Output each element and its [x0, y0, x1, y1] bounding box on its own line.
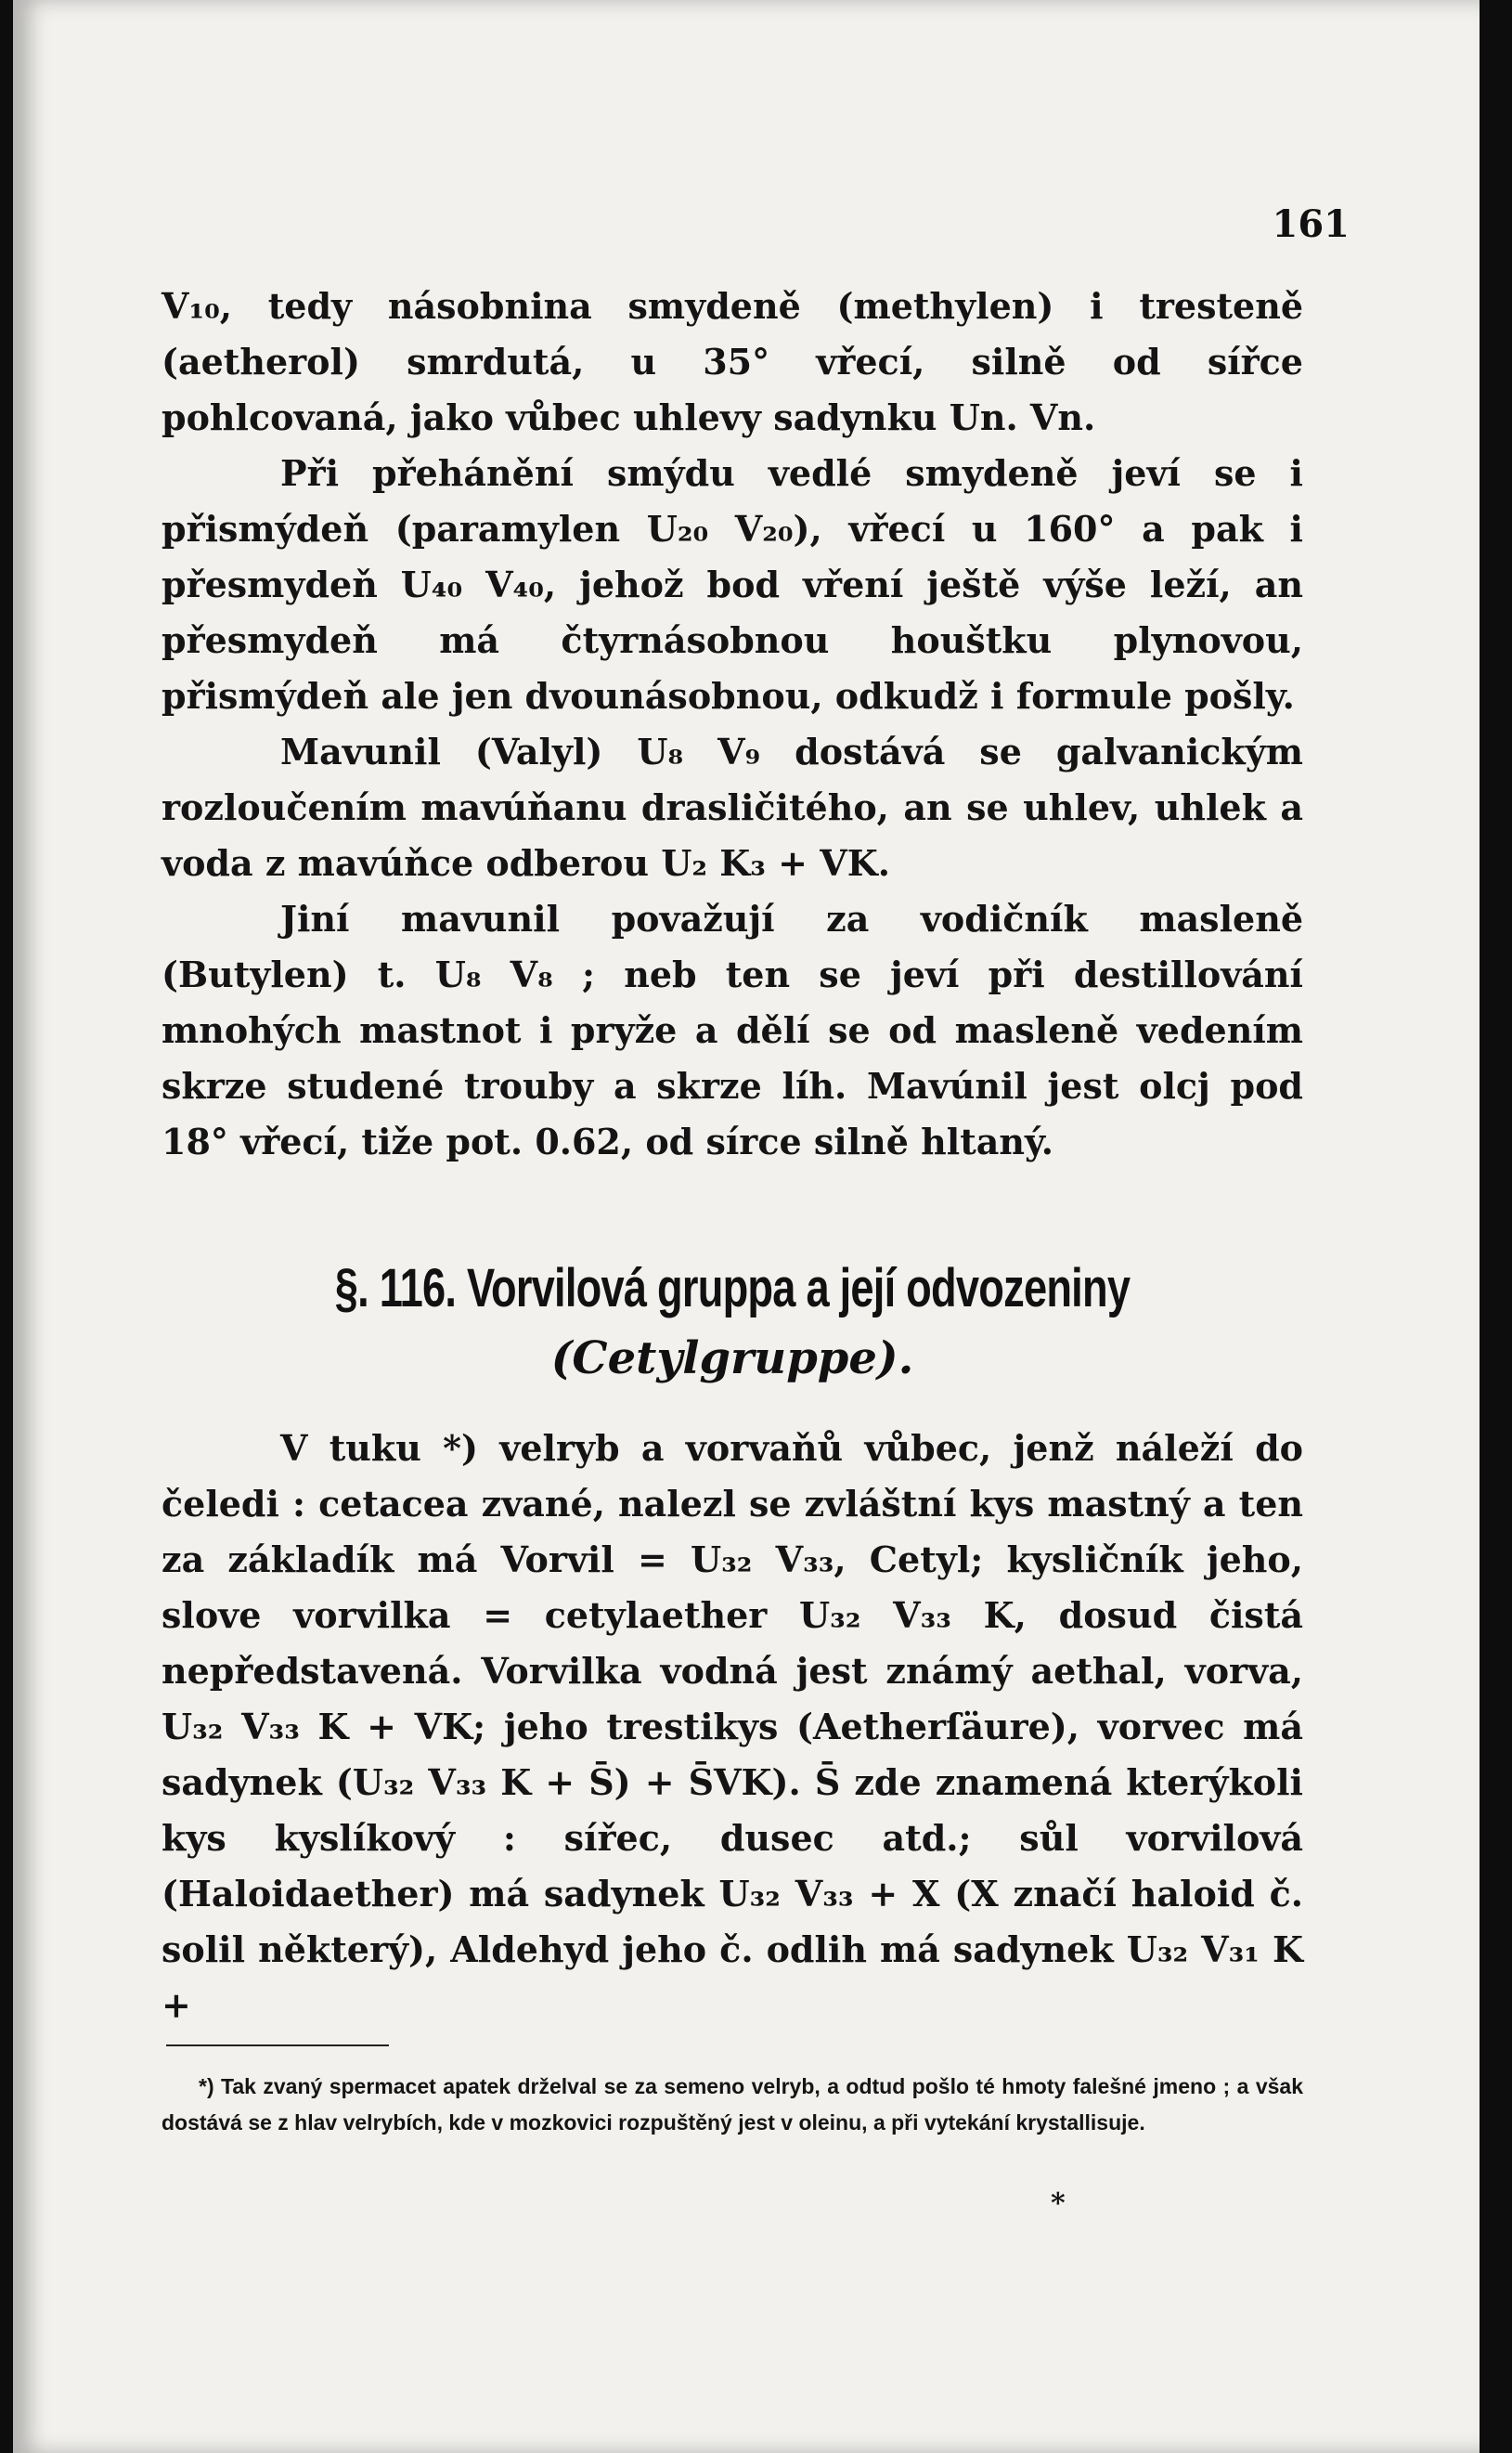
body-text-top [162, 279, 1303, 1170]
paragraph: Jiní mavunil považují za vodičník masleně (Butylen) t. U₈ V₈ ; neb ten se jeví při destillování mnohých mastnot i pryže a dělí se od masleně vedením skrze studené trouby a skrze líh. Mavúnil jest olcj pod 18° vřecí, tiže pot. 0.62, od sírce silně hltaný. [162, 898, 1303, 1162]
body-text-bottom [162, 1421, 1303, 2033]
paragraph: V tuku *) velryb a vorvaňů vůbec, jenž náleží do čeledi : cetacea zvané, nalezl se zvláštní kys mastný a ten za základík má Vorvil = U₃₂ V₃₃, Cetyl; kysličník jeho, slove vorvilka = cetylaether U₃₂ V₃₃ K, dosud čistá nepředstavená. Vorvilka vodná jest známý aethal, vorva, U₃₂ V₃₃ K + VK; jeho trestikys (Aetherſäure), vorvec má sadynek (U₃₂ V₃₃ K + S̄) + S̄VK). S̄ zde znamená kterýkoli kys kyslíkový : sířec, dusec atd.; sůl vorvilová (Haloidaether) má sadynek U₃₂ V₃₃ + X (X značí haloid č. solil některý), Aldehyd jeho č. odlih má sadynek U₃₂ V₃₁ K + [162, 1427, 1303, 2026]
paragraph: V₁₀, tedy násobnina smydeně (methylen) i tresteně (aetherol) smrdutá, u 35° vřecí, silně od sířce pohlcovaná, jako vůbec uhlevy sadynku Un. Vn. [162, 285, 1303, 438]
footnote [162, 2069, 1303, 2141]
book-page [13, 0, 1480, 2453]
signature-mark: * [1051, 2187, 1066, 2220]
paragraph: Mavunil (Valyl) U₈ V₉ dostává se galvanickým rozloučením mavúňanu drasličitého, an se uhlev, uhlek a voda z mavúňce odberou U₂ K₃ + VK. [162, 731, 1303, 884]
section-subtitle: (Cetylgruppe). [550, 1332, 914, 1384]
page-number: 161 [1272, 202, 1350, 246]
section-title: §. 116. Vorvilová gruppa a její odvozeniny [334, 1258, 1131, 1318]
footnote-text: *) Tak zvaný spermacet apatek drželval se za semeno velryb, a odtud pošlo té hmoty falešné jmeno ; a však dostává se z hlav velrybích, kde v mozkovici rozpuštěný jest v oleinu, a při vytekání krystallisuje. [162, 2074, 1303, 2135]
paragraph: Při přehánění smýdu vedlé smydeně jeví se i přismýdeň (paramylen U₂₀ V₂₀), vřecí u 160° a pak i přesmydeň U₄₀ V₄₀, jehož bod vření ještě výše leží, an přesmydeň má čtyrnásobnou houštku plynovou, přismýdeň ale jen dvounásobnou, odkudž i formule pošly. [162, 452, 1303, 717]
section-heading [162, 1252, 1303, 1391]
footnote-rule [166, 2044, 389, 2046]
